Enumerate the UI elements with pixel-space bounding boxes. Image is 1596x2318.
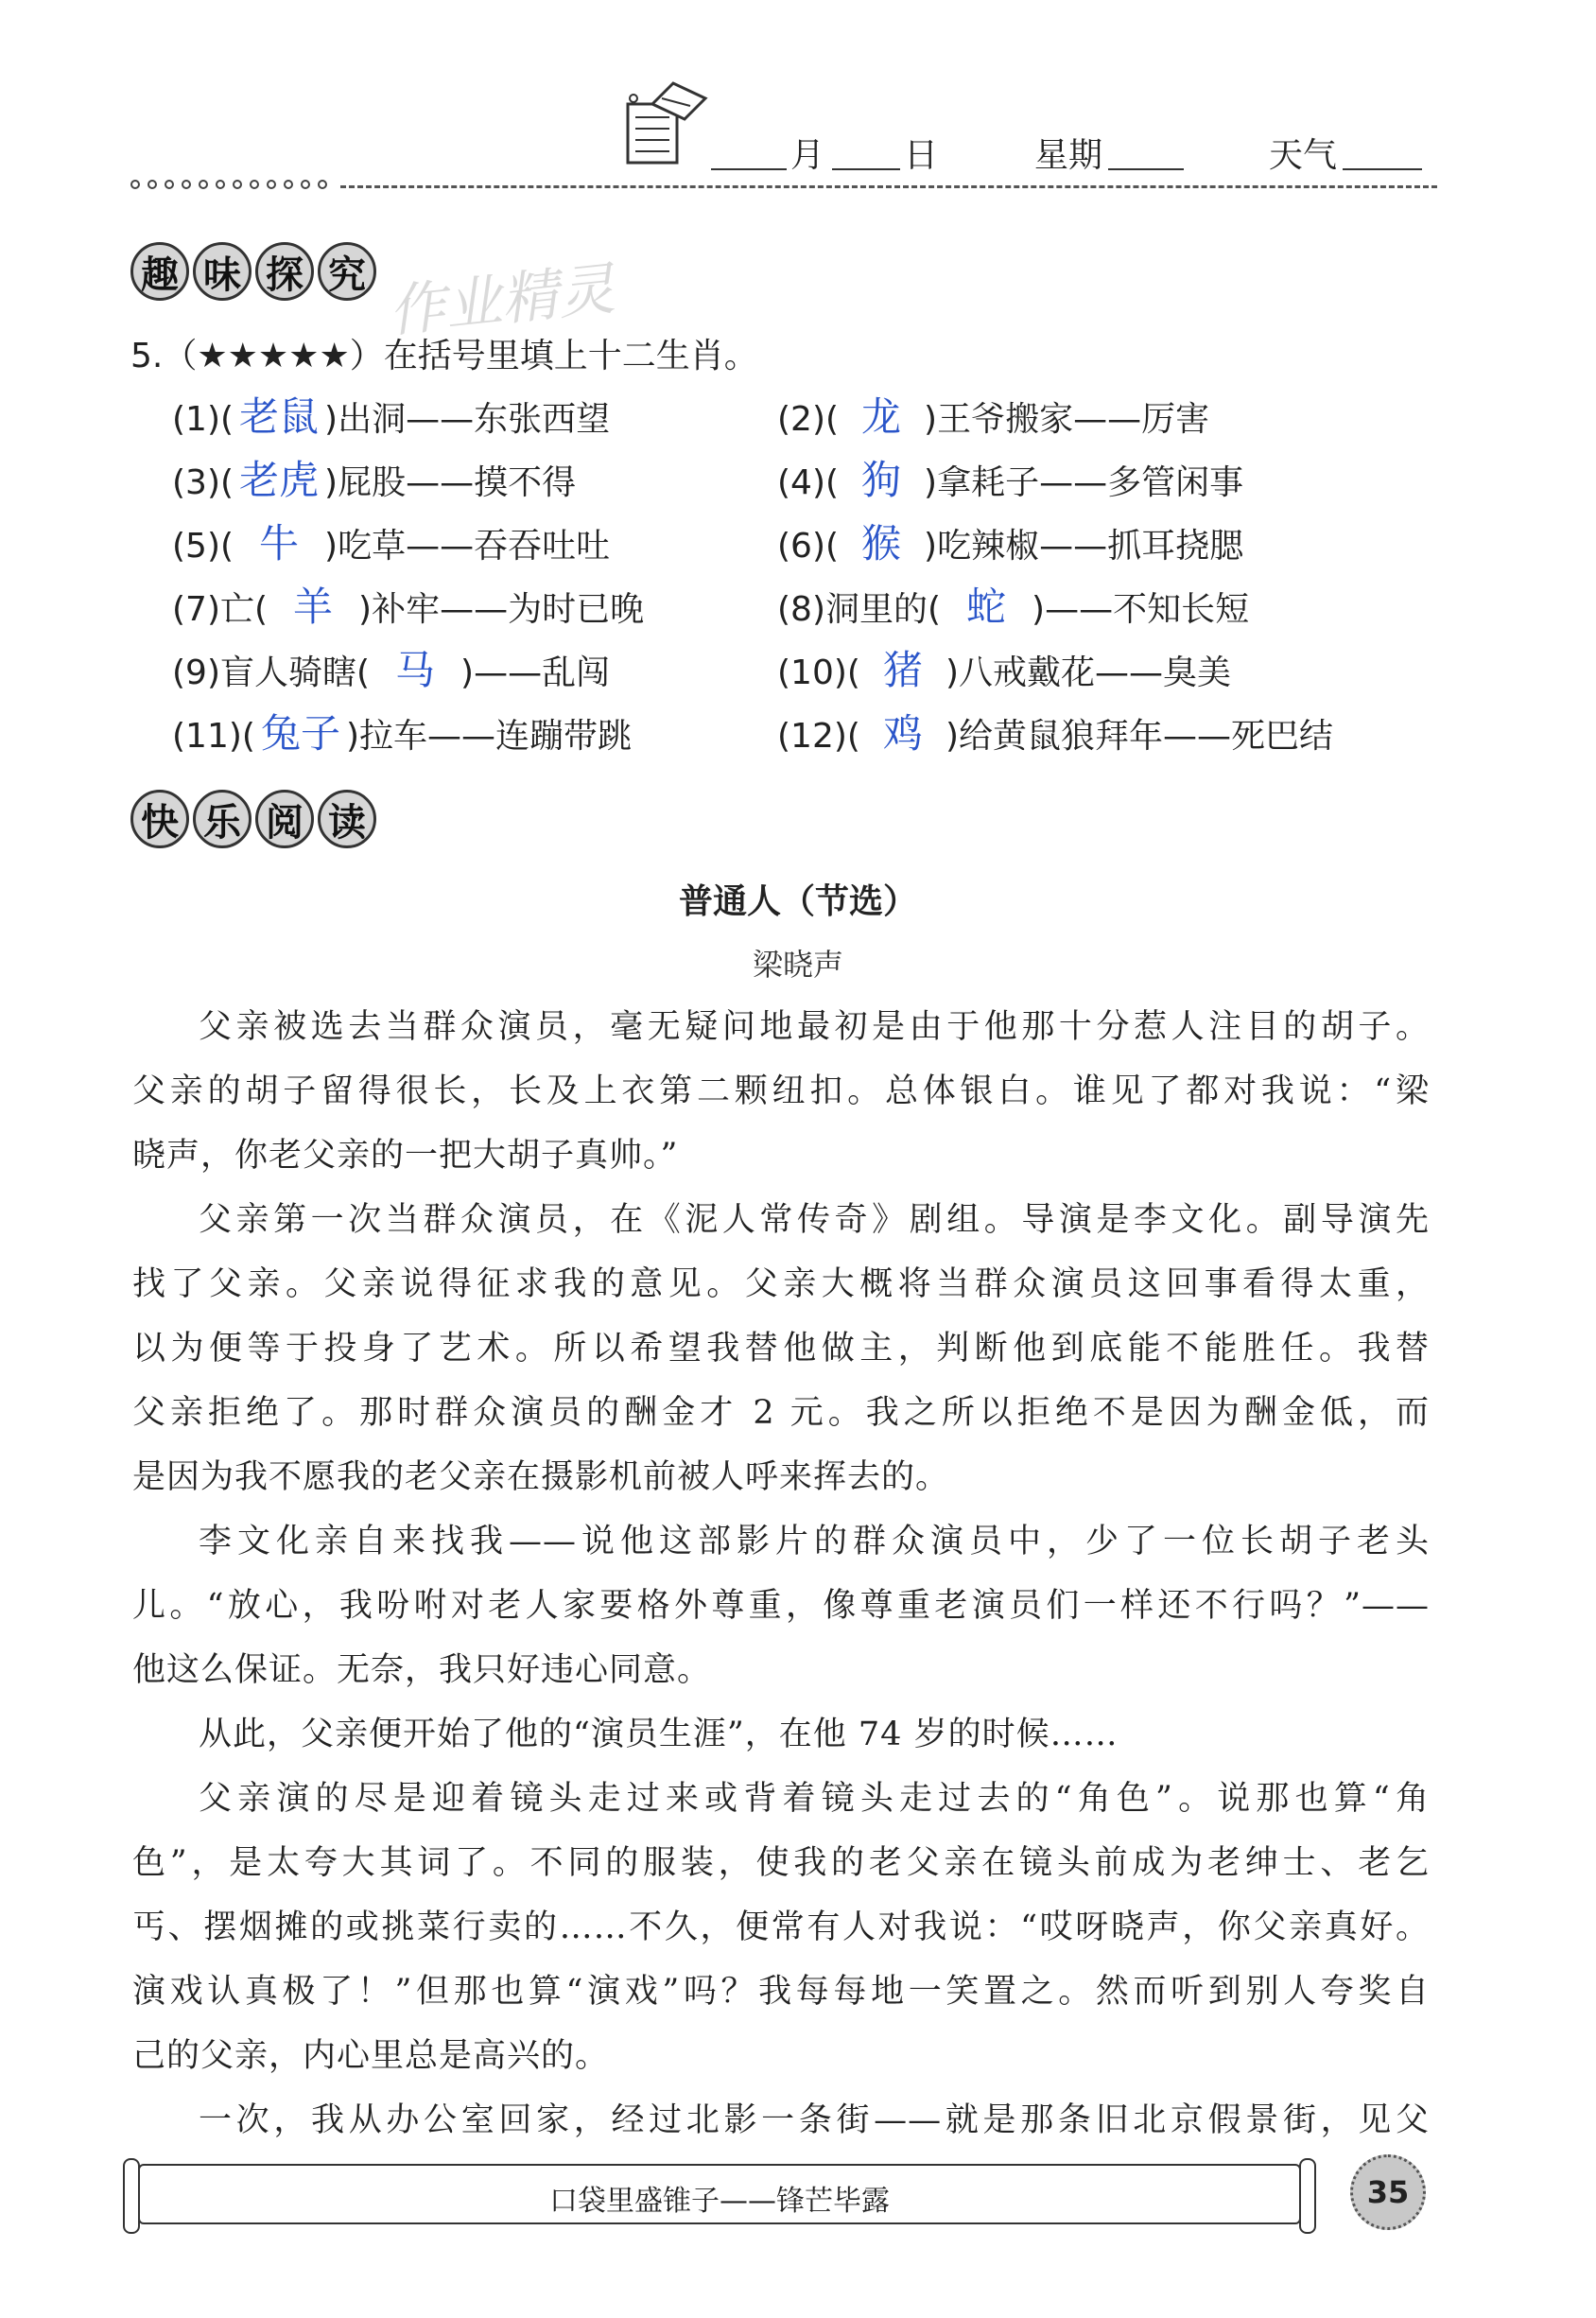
paragraph-line: 演戏认真极了！”但那也算“演戏”吗？我每每地一笑置之。然而听到别人夸奖自	[132, 1973, 1430, 2011]
paragraph-line: 父亲演的尽是迎着镜头走过来或背着镜头走过去的“角色”。说那也算“角	[199, 1780, 1430, 1818]
paragraph-line: 父亲第一次当群众演员，在《泥人常传奇》剧组。导演是李文化。副导演先	[199, 1201, 1430, 1239]
month-label: 月	[790, 136, 825, 175]
list-item: (6)( 猴 )吃辣椒——抓耳挠腮	[777, 513, 1243, 569]
weekday-label: 星期	[1034, 136, 1103, 175]
answer: 兔子	[260, 710, 340, 757]
footer-proverb: 口袋里盛锥子——锋芒毕露	[549, 2185, 890, 2218]
paragraph-line: 父亲的胡子留得很长，长及上衣第二颗纽扣。总体银白。谁见了都对我说：“梁	[132, 1072, 1430, 1110]
section-heading-explore: 趣 味 探 究	[130, 242, 376, 301]
paragraph-line: 儿。“放心，我吩咐对老人家要格外尊重，像尊重老演员们一样还不行吗？”——	[132, 1587, 1430, 1625]
list-item: (4)( 狗 )拿耗子——多管闲事	[777, 449, 1243, 506]
list-item: (11)( 兔子 )拉车——连蹦带跳	[172, 703, 632, 759]
weather-blank	[1343, 168, 1422, 170]
answer: 老虎	[239, 457, 320, 503]
paragraph-line: 以为便等于投身了艺术。所以希望我替他做主，判断他到底能不能胜任。我替	[132, 1330, 1430, 1368]
paragraph-line: 从此，父亲便开始了他的“演员生涯”，在他 74 岁的时候……	[199, 1716, 1119, 1753]
day-blank	[832, 168, 900, 170]
question-5-prompt: 5.（★★★★★）在括号里填上十二生肖。	[130, 337, 758, 375]
paragraph-line: 晓声，你老父亲的一把大胡子真帅。”	[132, 1137, 679, 1175]
paragraph-line: 父亲拒绝了。那时群众演员的酬金才 2 元。我之所以拒绝不是因为酬金低，而	[132, 1394, 1430, 1432]
header-divider	[340, 185, 1437, 188]
answer: 羊	[293, 584, 334, 630]
answer: 鸡	[882, 710, 923, 757]
calendar-icon	[615, 76, 709, 170]
paragraph-line: 丐、摆烟摊的或挑菜行卖的……不久，便常有人对我说：“哎呀晓声，你父亲真好。	[132, 1908, 1430, 1946]
paragraph-line: 一次，我从办公室回家，经过北影一条街——就是那条旧北京假景街，见父	[199, 2101, 1430, 2139]
paragraph-line: 李文化亲自来找我——说他这部影片的群众演员中，少了一位长胡子老头	[199, 1523, 1430, 1560]
list-item: (10)( 猪 )八戒戴花——臭美	[777, 639, 1231, 696]
header-dots	[130, 180, 327, 189]
paragraph-line: 是因为我不愿我的老父亲在摄影机前被人呼来挥去的。	[132, 1458, 950, 1496]
answer: 牛	[259, 520, 300, 566]
article-title: 普通人（节选）	[678, 882, 917, 921]
answer: 猪	[882, 647, 923, 693]
list-item: (12)( 鸡 )给黄鼠狼拜年——死巴结	[777, 703, 1333, 759]
weather-label: 天气	[1269, 136, 1338, 175]
list-item: (2)( 龙 )王爷搬家——厉害	[777, 386, 1209, 443]
page-number: 35	[1350, 2154, 1426, 2230]
answer: 龙	[861, 393, 902, 440]
list-item: (7)亡( 羊 )补牢——为时已晚	[172, 576, 644, 633]
month-blank	[711, 168, 787, 170]
answer: 蛇	[966, 584, 1007, 630]
paragraph-line: 找了父亲。父亲说得征求我的意见。父亲大概将当群众演员这回事看得太重，	[132, 1265, 1430, 1303]
list-item: (5)( 牛 )吃草——吞吞吐吐	[172, 513, 610, 569]
list-item: (1)( 老鼠 )出洞——东张西望	[172, 386, 610, 443]
weekday-blank	[1108, 168, 1184, 170]
answer: 马	[395, 647, 436, 693]
paragraph-line: 色”，是太夸大其词了。不同的服装，使我的老父亲在镜头前成为老绅士、老乞	[132, 1844, 1430, 1882]
paragraph-line: 父亲被选去当群众演员，毫无疑问地最初是由于他那十分惹人注目的胡子。	[199, 1008, 1430, 1046]
answer: 猴	[861, 520, 902, 566]
watermark: 作业精灵	[385, 255, 618, 346]
article-author: 梁晓声	[752, 947, 843, 983]
list-item: (9)盲人骑瞎( 马 )——乱闯	[172, 639, 610, 696]
answer: 老鼠	[239, 393, 320, 440]
day-label: 日	[904, 136, 939, 175]
section-heading-reading: 快 乐 阅 读	[130, 790, 376, 848]
answer: 狗	[861, 457, 902, 503]
list-item: (3)( 老虎 )屁股——摸不得	[172, 449, 576, 506]
paragraph-line: 己的父亲，内心里总是高兴的。	[132, 2037, 610, 2075]
paragraph-line: 他这么保证。无奈，我只好违心同意。	[132, 1651, 712, 1689]
list-item: (8)洞里的( 蛇 )——不知长短	[777, 576, 1249, 633]
